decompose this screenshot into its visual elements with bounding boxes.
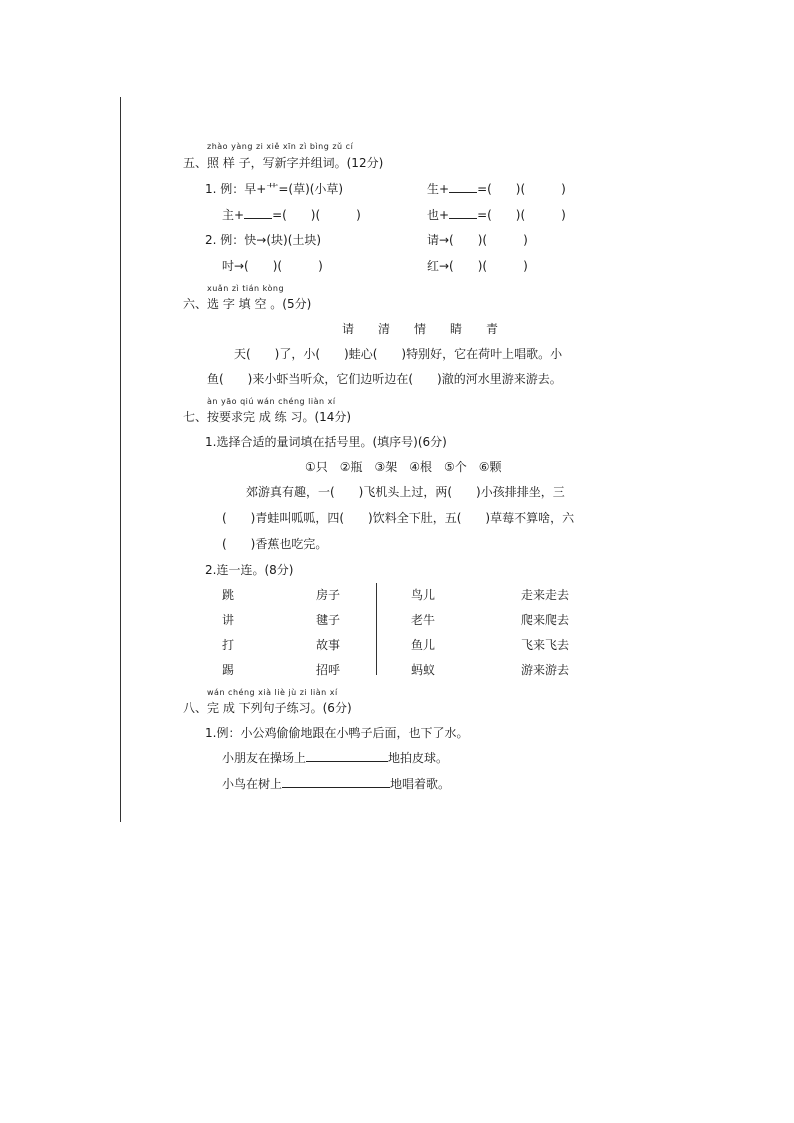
section6-pinyin: xuǎn zì tián kòng (207, 284, 285, 293)
answer-blank[interactable] (449, 181, 477, 193)
s5-q1-right2: 也+ =( )( ) (427, 208, 566, 222)
section7-title: 七、按要求完 成 练 习。(14分) (183, 410, 352, 424)
s6-options: 请 清 情 睛 青 (342, 322, 499, 336)
s5-q2-right1: 请→( )( ) (427, 233, 528, 247)
matching-divider (376, 583, 377, 675)
s5-q2-right2: 红→( )( ) (427, 259, 528, 273)
margin-rule (120, 97, 121, 822)
s5-q1-example: 1. 例：早+艹=(草)(小草) (205, 182, 344, 196)
match-right-b[interactable]: 游来游去 (521, 663, 570, 677)
match-left-a[interactable]: 踢 (222, 663, 235, 677)
answer-blank[interactable] (449, 207, 477, 219)
s8-example: 1.例：小公鸡偷偷地跟在小鸭子后面，也下了水。 (205, 726, 469, 740)
match-right-b[interactable]: 飞来飞去 (521, 638, 570, 652)
match-right-a[interactable]: 老牛 (411, 613, 436, 627)
match-left-b[interactable]: 故事 (316, 638, 341, 652)
section5-title: 五、照 样 子，写新字并组词。(12分) (183, 156, 384, 170)
match-left-b[interactable]: 房子 (316, 588, 341, 602)
match-left-a[interactable]: 跳 (222, 588, 235, 602)
s6-line1: 天( )了，小( )蛙心( )特别好，它在荷叶上唱歌。小 (234, 347, 563, 361)
s7-q2-title: 2.连一连。(8分) (205, 563, 294, 577)
s8-line2: 小鸟在树上 地唱着歌。 (222, 777, 451, 791)
section7-pinyin: àn yāo qiú wán chéng liàn xí (207, 397, 336, 406)
section5-pinyin: zhào yàng zi xiě xīn zì bìng zǔ cí (207, 142, 354, 151)
answer-blank[interactable] (306, 750, 388, 762)
section6-title: 六、选 字 填 空 。(5分) (183, 297, 312, 311)
match-left-a[interactable]: 讲 (222, 613, 235, 627)
s6-line2: 鱼( )来小虾当听众，它们边听边在( )澈的河水里游来游去。 (207, 372, 562, 386)
match-right-b[interactable]: 爬来爬去 (521, 613, 570, 627)
s8-line1: 小朋友在操场上 地拍皮球。 (222, 751, 449, 765)
s7-q1-line2: ( )青蛙叫呱呱，四( )饮料全下肚，五( )草莓不算啥，六 (222, 511, 575, 525)
match-right-b[interactable]: 走来走去 (521, 588, 570, 602)
s7-q1-line3: ( )香蕉也吃完。 (222, 537, 328, 551)
answer-blank[interactable] (244, 207, 272, 219)
match-right-a[interactable]: 蚂蚁 (411, 663, 436, 677)
match-left-b[interactable]: 毽子 (316, 613, 341, 627)
s5-q2-left2: 吋→( )( ) (222, 259, 323, 273)
match-left-b[interactable]: 招呼 (316, 663, 341, 677)
match-left-a[interactable]: 打 (222, 638, 235, 652)
s5-q1-right1: 生+ =( )( ) (427, 182, 566, 196)
s5-q2-example: 2. 例：快→(块)(土块) (205, 233, 322, 247)
s7-q1-line1: 郊游真有趣，一( )飞机头上过，两( )小孩排排坐，三 (246, 485, 565, 499)
answer-blank[interactable] (282, 776, 390, 788)
match-right-a[interactable]: 鸟儿 (411, 588, 436, 602)
s7-q1-title: 1.选择合适的量词填在括号里。(填序号)(6分) (205, 435, 447, 449)
s5-q1-left2: 主+ =( )( ) (222, 208, 361, 222)
s7-q1-options: ①只 ②瓶 ③架 ④根 ⑤个 ⑥颗 (305, 460, 502, 474)
match-right-a[interactable]: 鱼儿 (411, 638, 436, 652)
section8-pinyin: wán chéng xià liè jù zi liàn xí (207, 688, 338, 697)
section8-title: 八、完 成 下列句子练习。(6分) (183, 701, 352, 715)
